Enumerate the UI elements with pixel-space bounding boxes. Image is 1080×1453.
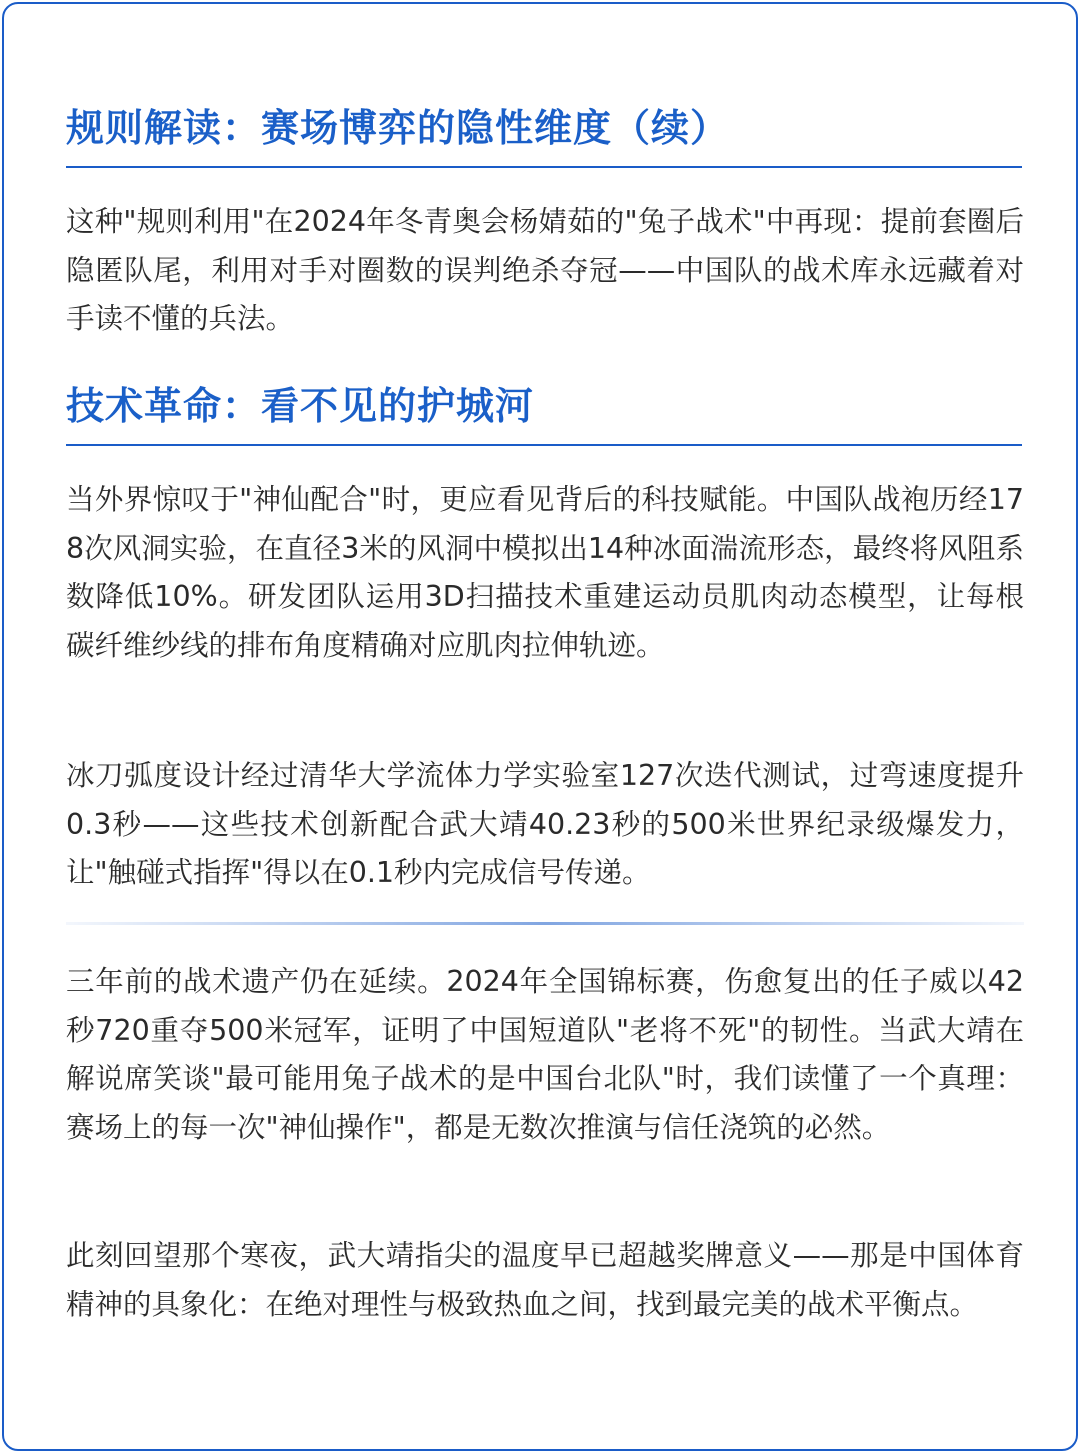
paragraph-tech-1: 当外界惊叹于"神仙配合"时，更应看见背后的科技赋能。中国队战袍历经178次风洞实验，在直径3米的风洞中模拟出14种冰面湍流形态，最终将风阻系数降低10%。研发团队运用3D扫描技术重建运动员肌肉动态模型，让每根碳纤维纱线的排布角度精确对应肌肉拉伸轨迹。 [66, 483, 1024, 662]
paragraph-legacy-2: 此刻回望那个寒夜，武大靖指尖的温度早已超越奖牌意义——那是中国体育精神的具象化：在绝对理性与极致热血之间，找到最完美的战术平衡点。 [66, 1239, 1024, 1321]
article-card [2, 2, 1078, 1451]
paragraph-rules-1: 这种"规则利用"在2024年冬青奥会杨婧茹的"兔子战术"中再现：提前套圈后隐匿队尾，利用对手对圈数的误判绝杀夺冠——中国队的战术库永远藏着对手读不懂的兵法。 [66, 205, 1024, 335]
paragraph-legacy-1: 三年前的战术遗产仍在延续。2024年全国锦标赛，伤愈复出的任子威以42秒720重夺500米冠军，证明了中国短道队"老将不死"的韧性。当武大靖在解说席笑谈"最可能用兔子战术的是中国台北队"时，我们读懂了一个真理：赛场上的每一次"神仙操作"，都是无数次推演与信任浇筑的必然。 [66, 965, 1024, 1144]
section-title-tech: 技术革命：看不见的护城河 [66, 376, 1022, 446]
paragraph-tech-2: 冰刀弧度设计经过清华大学流体力学实验室127次迭代测试，过弯速度提升0.3秒——这些技术创新配合武大靖40.23秒的500米世界纪录级爆发力，让"触碰式指挥"得以在0.1秒内完成信号传递。 [66, 759, 1024, 889]
section-title-rules: 规则解读：赛场博弈的隐性维度（续） [66, 98, 1022, 168]
section-divider [66, 922, 1024, 925]
